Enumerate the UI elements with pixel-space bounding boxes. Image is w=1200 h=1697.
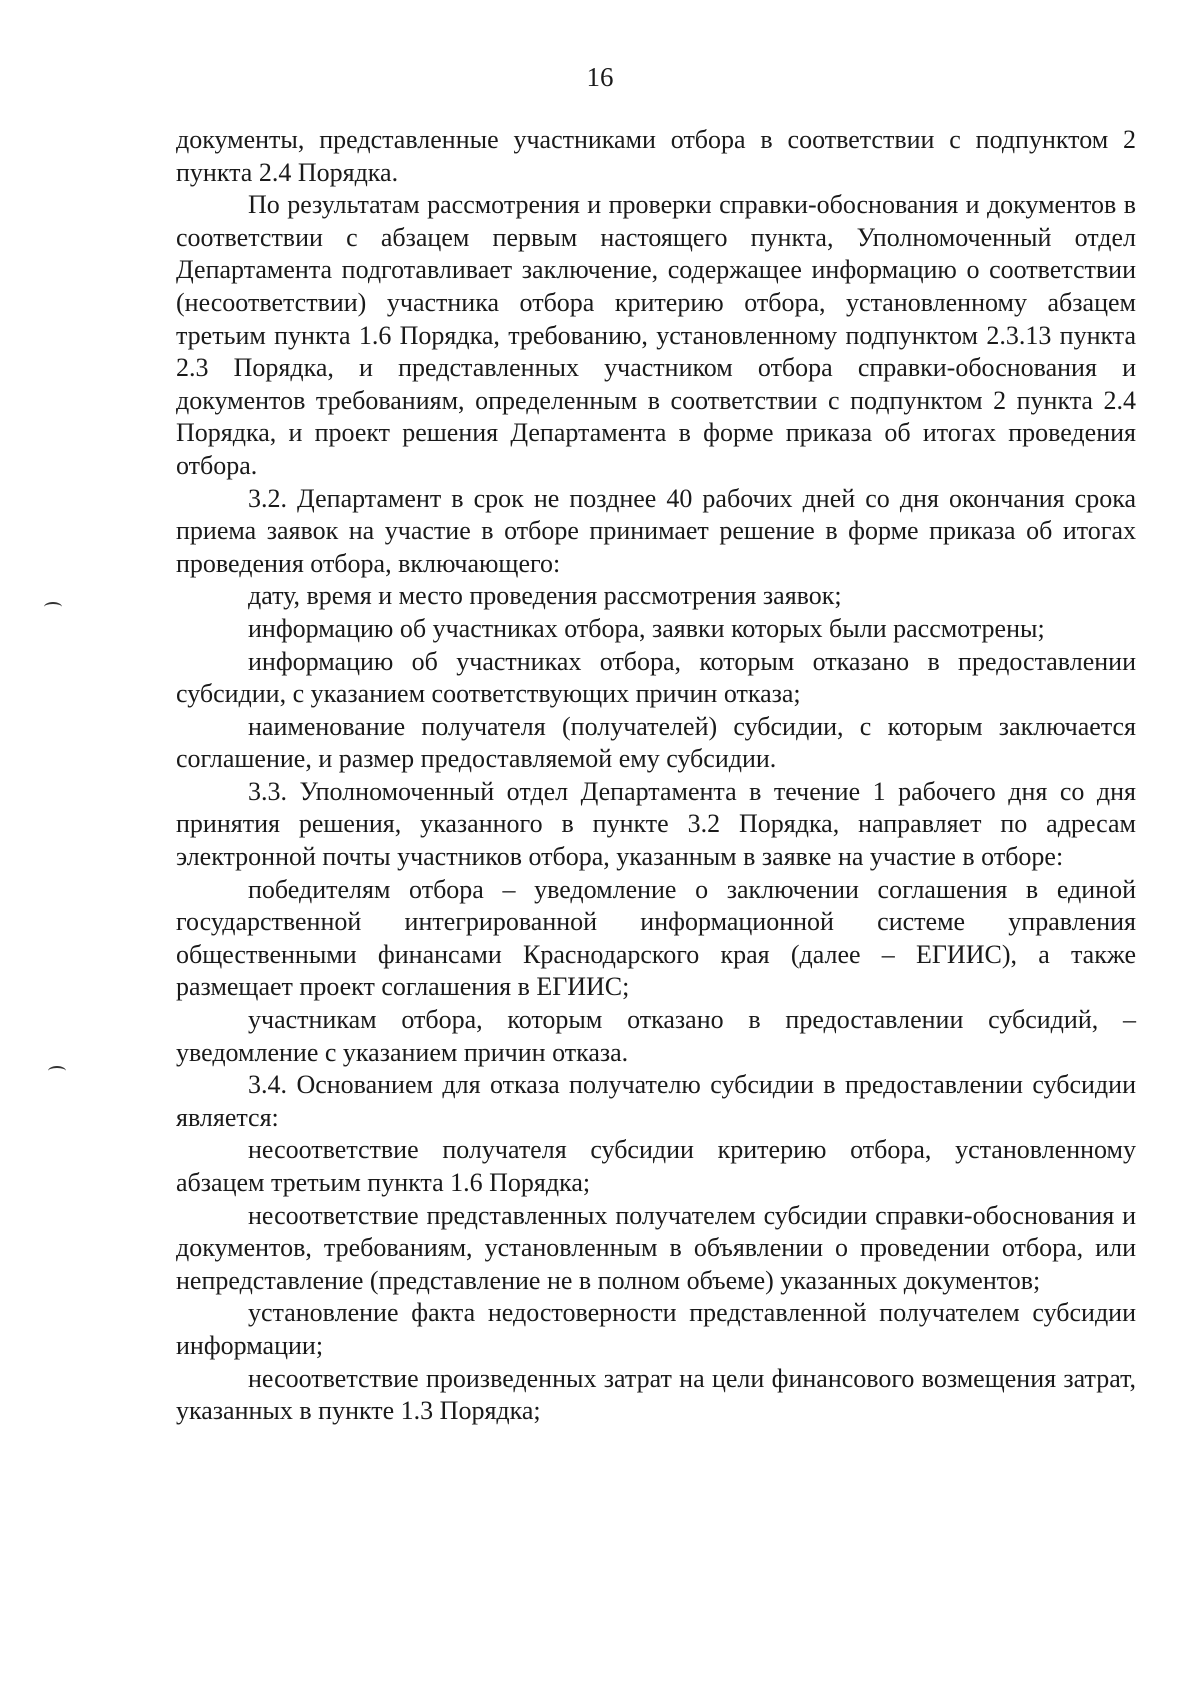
list-item-recipient-name: наименование получателя (получателей) субсидии, с которым заключается соглашение, и размер предоставляемой ему субсидии. [176,711,1136,774]
paragraph-3-3: 3.3. Уполномоченный отдел Департамента в течение 1 рабочего дня со дня принятия решения, указанного в пункте 3.2 Порядка, направляет по адресам электронной почты участников отбора, указанным в заявке на участие в отборе: [176,776,1136,872]
paragraph-3-4: 3.4. Основанием для отказа получателю субсидии в предоставлении субсидии является: [176,1070,1136,1132]
scan-artifact-mark [48,1066,66,1076]
paragraph-3-2: 3.2. Департамент в срок не позднее 40 рабочих дней со дня окончания срока приема заявок на участие в отборе принимает решение в форме приказа об итогах проведения отбора, включающего: [176,483,1136,578]
list-item-criterion-mismatch: несоответствие получателя субсидии критерию отбора, установленному абзацем третьим пункта 1.6 Порядка; [176,1135,1136,1197]
list-item-winners: победителям отбора – уведомление о заключении соглашения в единой государственной интегрированной информационной системе управления общественными финансами Краснодарского края (далее – ЕГИИС), а также размещает проект соглашения в ЕГИИС; [176,874,1136,1002]
paragraph-continuation: документы, представленные участниками отбора в соответствии с подпунктом 2 пункта 2.4 Порядка. [176,125,1136,187]
list-item-rejected: участникам отбора, которым отказано в предоставлении субсидий, – уведомление с указанием причин отказа. [176,1005,1136,1067]
document-body [176,124,1136,1428]
list-item-rejected-participants: информацию об участниках отбора, которым отказано в предоставлении субсидии, с указанием соответствующих причин отказа; [176,646,1136,709]
list-item-unreliable-info: установление факта недостоверности представленной получателем субсидии информации; [176,1298,1136,1360]
list-item-documents-mismatch: несоответствие представленных получателем субсидии справки-обоснования и документов, требованиям, установленным в объявлении о проведении отбора, или непредставление (представление не в полном объеме) указанных документов; [176,1200,1136,1295]
scan-artifact-mark [44,602,62,612]
list-item-reviewed-participants: информацию об участниках отбора, заявки которых были рассмотрены; [248,613,1045,643]
list-item-date-time-place: дату, время и место проведения рассмотрения заявок; [248,581,842,611]
page-number: 16 [586,62,614,92]
paragraph-conclusion: По результатам рассмотрения и проверки справки-обоснования и документов в соответствии с абзацем первым настоящего пункта, Уполномоченный отдел Департамента подготавливает заключение, содержащее информацию о соответствии (несоответствии) участника отбора критерию отбора, установленному абзацем третьим пункта 1.6 Порядка, требованию, установленному подпунктом 2.3.13 пункта 2.3 Порядка, и представленных участником отбора справки-обоснования и документов требованиям, определенным в соответствии с подпунктом 2 пункта 2.4 Порядка, и проект решения Департамента в форме приказа об итогах проведения отбора. [176,190,1136,480]
list-item-cost-mismatch: несоответствие произведенных затрат на цели финансового возмещения затрат, указанных в пункте 1.3 Порядка; [176,1363,1136,1426]
